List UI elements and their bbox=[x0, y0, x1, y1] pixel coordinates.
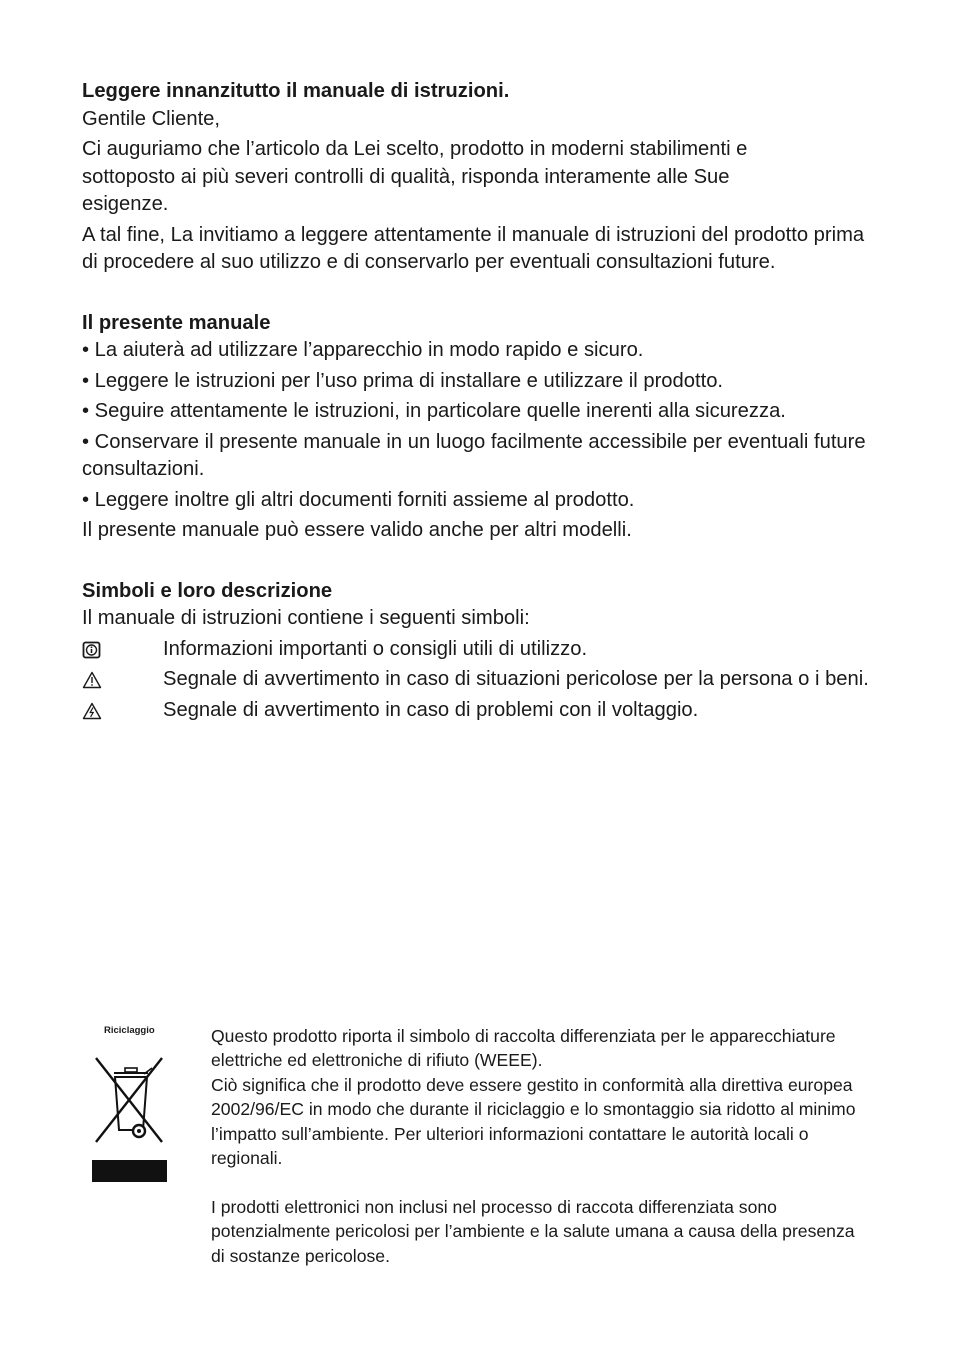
crossed-out-bin-icon bbox=[92, 1056, 168, 1148]
info-icon bbox=[82, 641, 102, 659]
recycling-label: Riciclaggio bbox=[104, 1025, 155, 1036]
manual-page bbox=[82, 78, 882, 724]
weee-notice bbox=[211, 1024, 871, 1268]
bullet-item: • Seguire attentamente le istruzioni, in particolare quelle inerenti alla sicurezza. bbox=[82, 400, 786, 422]
symbol-description: Segnale di avvertimento in caso di problemi con il voltaggio. bbox=[163, 698, 699, 721]
greeting: Gentile Cliente, bbox=[82, 107, 221, 130]
separate-collection-bar bbox=[92, 1160, 167, 1182]
symbol-row-info bbox=[82, 636, 882, 664]
symbol-description: Informazioni importanti o consigli utili di utilizzo. bbox=[163, 637, 588, 660]
symbol-row-voltage bbox=[82, 697, 882, 725]
bullet-item: • La aiuterà ad utilizzare l’apparecchio in modo rapido e sicuro. bbox=[82, 339, 644, 361]
intro-heading: Leggere innanzitutto il manuale di istruzioni. bbox=[82, 80, 510, 102]
symbols-heading: Simboli e loro descrizione bbox=[82, 579, 333, 602]
bullet-item: • Leggere le istruzioni per l’uso prima di installare e utilizzare il prodotto. bbox=[82, 369, 724, 392]
symbols-intro: Il manuale di istruzioni contiene i seguenti simboli: bbox=[82, 607, 530, 629]
symbol-description: Segnale di avvertimento in caso di situazioni pericolose per la persona o i beni. bbox=[163, 668, 869, 690]
manual-heading: Il presente manuale bbox=[82, 311, 271, 334]
bullet-item: • Conservare il presente manuale in un luogo facilmente accessibile per eventuali future consultazioni. bbox=[82, 430, 866, 480]
voltage-warning-icon bbox=[82, 702, 102, 720]
intro-paragraph-1: Ci auguriamo che l’articolo da Lei scelto, prodotto in moderni stabilimenti e sottoposto ai più severi controlli di qualità, risponda interamente alle Sue esigenze. bbox=[82, 138, 748, 215]
intro-paragraph-2: A tal fine, La invitiamo a leggere attentamente il manuale di istruzioni del prodotto prima di procedere al suo utilizzo e di conservarlo per eventuali consultazioni future. bbox=[82, 223, 865, 273]
warning-triangle-icon bbox=[82, 671, 102, 689]
weee-paragraph-3: I prodotti elettronici non inclusi nel processo di raccota differenziata sono potenzialmente pericolosi per l’ambiente e la salute umana a causa della presenza di sostanze pericolose. bbox=[211, 1196, 855, 1266]
manual-note: Il presente manuale può essere valido anche per altri modelli. bbox=[82, 519, 632, 541]
weee-paragraph-2: Ciò significa che il prodotto deve essere gestito in conformità alla direttiva europea 2002/96/EC in modo che durante il riciclaggio e lo smontaggio sia ridotto al minimo l’impatto sull’ambiente. Per ulteriori informazioni contattare le autorità locali o regionali. bbox=[211, 1074, 856, 1169]
symbol-row-warning bbox=[82, 666, 882, 694]
weee-paragraph-1: Questo prodotto riporta il simbolo di raccolta differenziata per le apparecchiature elettriche ed elettroniche di rifiuto (WEEE). bbox=[211, 1026, 836, 1071]
bullet-item: • Leggere inoltre gli altri documenti forniti assieme al prodotto. bbox=[82, 488, 635, 511]
